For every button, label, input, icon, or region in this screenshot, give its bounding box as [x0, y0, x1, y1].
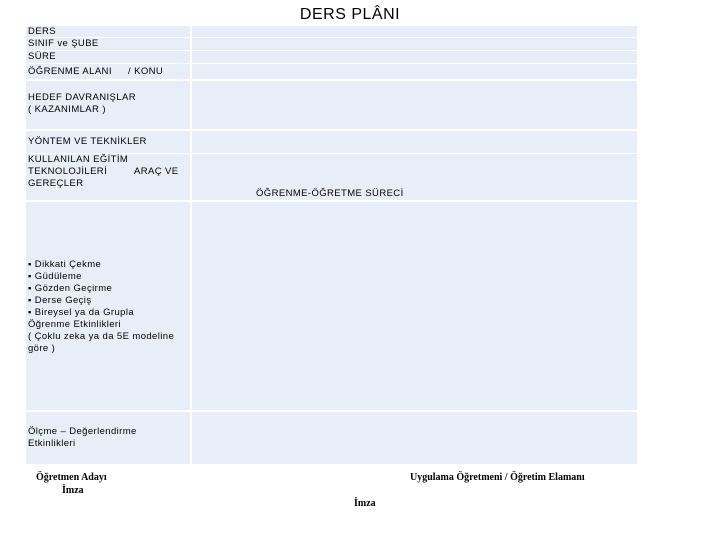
olcme-label-line1: Ölçme – Değerlendirme	[28, 426, 137, 437]
step-coklu-zeka: ( Çoklu zeka ya da 5E modeline	[28, 331, 175, 342]
steps-label-cell	[26, 202, 190, 410]
alan-konu-value-field[interactable]	[192, 64, 637, 79]
step-gore: göre )	[28, 343, 56, 354]
sinif-sube-label: SINIF ve ŞUBE	[28, 38, 99, 49]
arac-label-cell	[26, 154, 190, 200]
lesson-plan-form	[26, 26, 637, 466]
hedef-value-field[interactable]	[192, 81, 637, 129]
hedef-label-cell	[26, 81, 190, 129]
sinif-label-cell	[26, 38, 190, 50]
arac-label-line2	[28, 166, 188, 178]
uygulama-label: Uygulama Öğretmeni / Öğretim Elamanı	[410, 472, 585, 483]
arac-label-line2a: TEKNOLOJİLERİ	[28, 166, 108, 177]
arac-label-line2b: ARAÇ VE	[134, 166, 179, 177]
step-ogrenme-etkinlikleri: Öğrenme Etkinlikleri	[28, 319, 121, 330]
surec-value-field[interactable]	[192, 202, 637, 410]
sure-label-cell	[26, 51, 190, 63]
yontem-label: YÖNTEM VE TEKNİKLER	[28, 136, 147, 147]
hedef-label-line2: ( KAZANIMLAR )	[28, 104, 106, 115]
yontem-value-field[interactable]	[192, 131, 637, 153]
olcme-label-line2: Etkinlikleri	[28, 438, 76, 449]
arac-value-field[interactable]	[192, 154, 637, 200]
ders-value-field[interactable]	[192, 26, 637, 37]
arac-label-line3: GEREÇLER	[28, 178, 84, 189]
aday-imza-label: İmza	[62, 485, 84, 496]
sure-value-field[interactable]	[192, 51, 637, 63]
konu-label: / KONU	[128, 66, 164, 77]
surec-header: ÖĞRENME-ÖĞRETME SÜRECİ	[256, 188, 404, 199]
page-title: DERS PLÂNI	[299, 6, 401, 23]
hedef-label-line1: HEDEF DAVRANIŞLAR	[28, 92, 136, 103]
ders-label: DERS	[28, 26, 56, 37]
uygulama-imza-label: İmza	[354, 498, 376, 509]
step-gudulme: ▪ Güdüleme	[28, 271, 82, 282]
yontem-label-cell	[26, 131, 190, 153]
step-derse-gecis: ▪ Derse Geçiş	[28, 295, 92, 306]
arac-label-line1: KULLANILAN EĞİTİM	[28, 154, 129, 165]
olcme-label-cell	[26, 412, 190, 464]
olcme-value-field[interactable]	[192, 412, 637, 464]
sinif-value-field[interactable]	[192, 38, 637, 50]
step-gozden-gecirme: ▪ Gözden Geçirme	[28, 283, 113, 294]
step-dikkat: ▪ Dikkati Çekme	[28, 259, 102, 270]
aday-label: Öğretmen Adayı	[36, 472, 107, 483]
sure-label: SÜRE	[28, 51, 56, 62]
alan-label-cell	[26, 64, 190, 79]
ogrenme-alani-label: ÖĞRENME ALANI	[28, 66, 112, 77]
ders-label-cell	[26, 26, 190, 37]
step-bireysel: ▪ Bireysel ya da Grupla	[28, 307, 135, 318]
